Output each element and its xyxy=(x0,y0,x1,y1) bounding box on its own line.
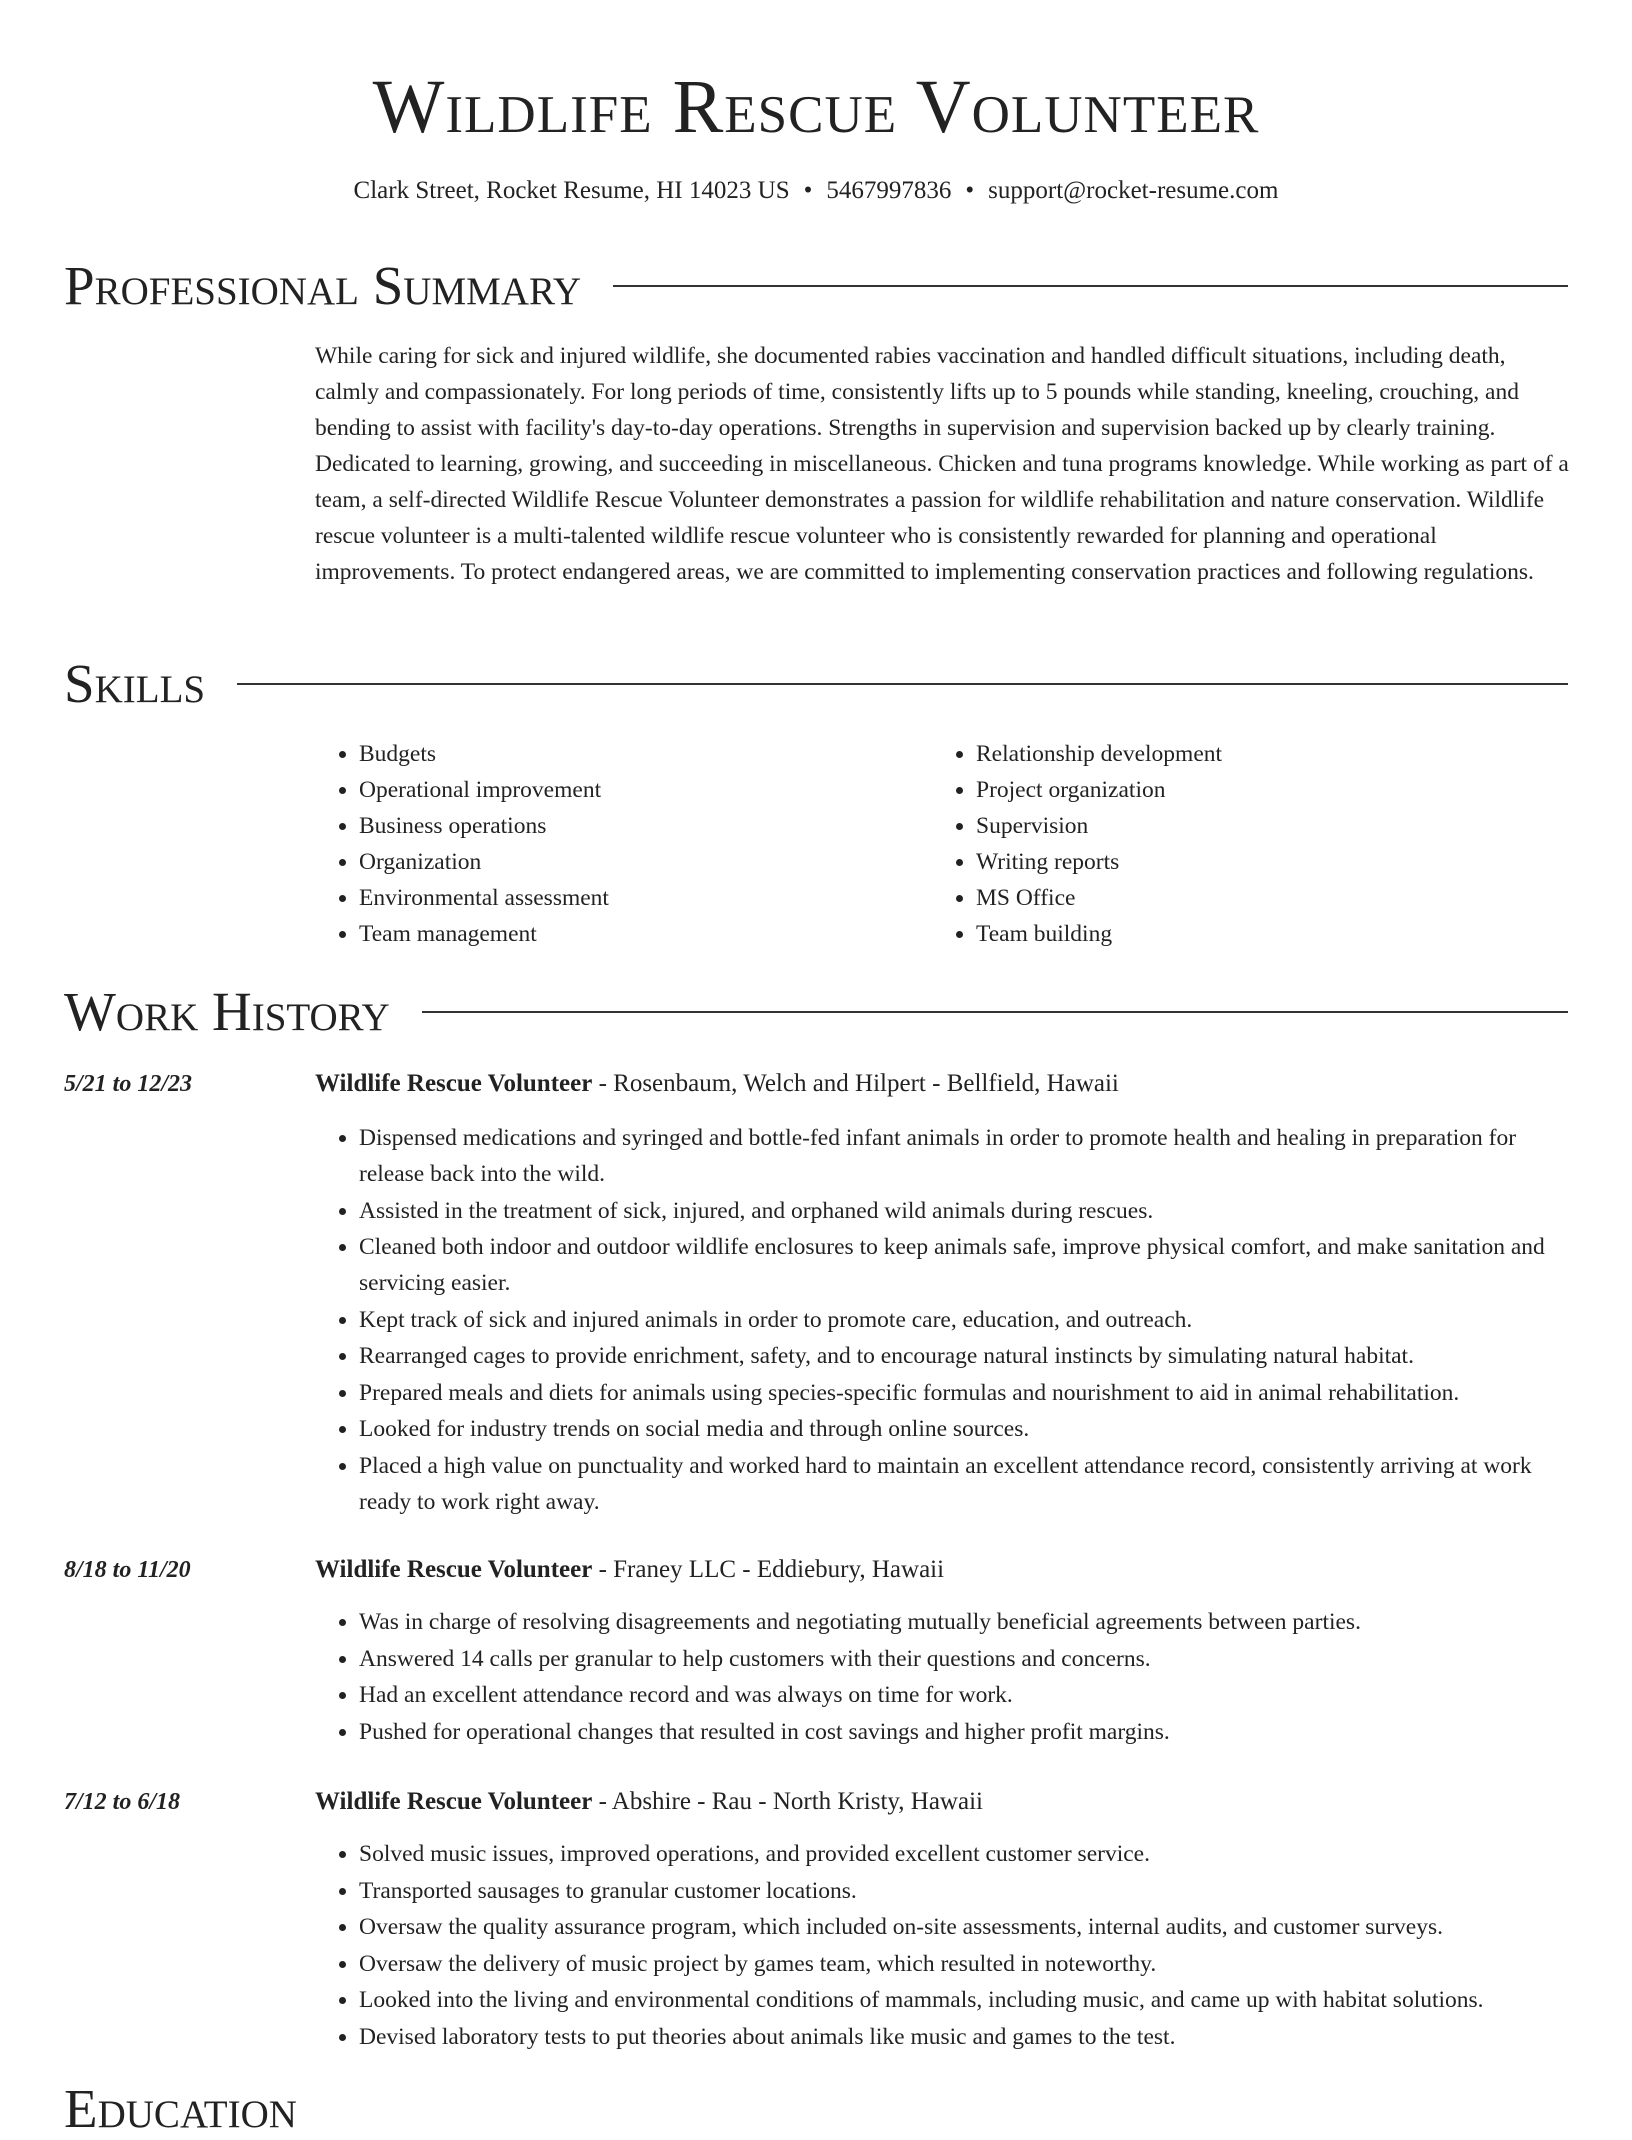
contact-separator: • xyxy=(803,177,813,204)
job-bullet: • Looked into the living and environmental conditions of mammals, including music, and came up with habitat solutions. xyxy=(359,1982,1570,2018)
job-bullet: • Cleaned both indoor and outdoor wildlife enclosures to keep animals safe, improve physical comfort, and make sanitation and servicing easier. xyxy=(359,1229,1570,1301)
address: Clark Street, Rocket Resume, HI 14023 US xyxy=(353,177,790,204)
job-dates: 7/12 to 6/18 xyxy=(64,1789,181,1815)
contact-separator: • xyxy=(965,177,975,204)
section-title-education: Education xyxy=(64,2078,297,2139)
skill-item: • Supervision xyxy=(976,808,1532,844)
phone: 5467997836 xyxy=(826,177,952,204)
section-divider xyxy=(613,285,1568,287)
email: support@rocket-resume.com xyxy=(988,177,1279,204)
section-divider xyxy=(237,683,1568,685)
skill-item: • Writing reports xyxy=(976,844,1532,880)
skill-item: • Team building xyxy=(976,916,1532,952)
job-bullet: • Had an excellent attendance record and was always on time for work. xyxy=(359,1677,1570,1713)
job-title: Wildlife Rescue Volunteer xyxy=(315,1070,593,1097)
skill-item: • Budgets xyxy=(359,736,915,772)
job-bullet: • Assisted in the treatment of sick, injured, and orphaned wild animals during rescues. xyxy=(359,1193,1570,1229)
job-bullet: • Answered 14 calls per granular to help customers with their questions and concerns. xyxy=(359,1641,1570,1677)
job-bullet: • Dispensed medications and syringed and bottle-fed infant animals in order to promote health and healing in preparation for release back into the wild. xyxy=(359,1120,1570,1192)
job-dates: 5/21 to 12/23 xyxy=(64,1071,193,1097)
section-title-summary: Professional Summary xyxy=(64,255,582,316)
job-bullets xyxy=(315,1604,1570,1750)
job-bullet: • Oversaw the delivery of music project by games team, which resulted in noteworthy. xyxy=(359,1946,1570,1982)
job-bullet: • Placed a high value on punctuality and worked hard to maintain an excellent attendance record, consistently arriving at work ready to work right away. xyxy=(359,1448,1570,1520)
job-title: Wildlife Rescue Volunteer xyxy=(315,1556,593,1583)
job-employer: - Abshire - Rau - North Kristy, Hawaii xyxy=(592,1788,983,1815)
section-header-summary xyxy=(64,255,1568,317)
skill-item: • Organization xyxy=(359,844,915,880)
job-bullet: • Prepared meals and diets for animals using species-specific formulas and nourishment to aid in animal rehabilitation. xyxy=(359,1375,1570,1411)
job-bullet: • Transported sausages to granular customer locations. xyxy=(359,1873,1570,1909)
job-employer: - Franey LLC - Eddiebury, Hawaii xyxy=(592,1556,945,1583)
section-title-skills: Skills xyxy=(64,653,206,714)
summary-text: While caring for sick and injured wildlife, she documented rabies vaccination and handled difficult situations, including death, calmly and compassionately. For long periods of time, consistently lifts up to 5 pounds while standing, kneeling, crouching, and bending to assist with facility's day-to-day operations. Strengths in supervision and supervision backed up by clearly training. Dedicated to learning, growing, and succeeding in miscellaneous. Chicken and tuna programs knowledge. While working as part of a team, a self-directed Wildlife Rescue Volunteer demonstrates a passion for wildlife rehabilitation and nature conservation. Wildlife rescue volunteer is a multi-talented wildlife rescue volunteer who is consistently rewarded for planning and operational improvements. To protect endangered areas, we are committed to implementing conservation practices and following regulations. xyxy=(315,343,1569,585)
job-header xyxy=(315,1552,1570,1588)
skill-item: • MS Office xyxy=(976,880,1532,916)
skill-item: • Operational improvement xyxy=(359,772,915,808)
skill-item: • Project organization xyxy=(976,772,1532,808)
job-dates: 8/18 to 11/20 xyxy=(64,1557,191,1583)
section-divider xyxy=(422,1011,1568,1013)
contact-line xyxy=(0,173,1632,209)
job-bullets xyxy=(315,1836,1570,2055)
summary-block xyxy=(315,338,1570,590)
resume-name: Wildlife Rescue Volunteer xyxy=(372,65,1260,149)
job-bullet: • Oversaw the quality assurance program, which included on-site assessments, internal audits, and customer surveys. xyxy=(359,1909,1570,1945)
job-bullet: • Looked for industry trends on social media and through online sources. xyxy=(359,1411,1570,1447)
skill-item: • Environmental assessment xyxy=(359,880,915,916)
job-bullet: • Pushed for operational changes that resulted in cost savings and higher profit margins. xyxy=(359,1714,1570,1750)
job-bullet: • Solved music issues, improved operations, and provided excellent customer service. xyxy=(359,1836,1570,1872)
section-header-work xyxy=(64,981,1568,1043)
job-bullet: • Rearranged cages to provide enrichment, safety, and to encourage natural instincts by simulating natural habitat. xyxy=(359,1338,1570,1374)
job-title: Wildlife Rescue Volunteer xyxy=(315,1788,593,1815)
section-header-education xyxy=(64,2078,1568,2140)
section-title-work: Work History xyxy=(64,981,390,1042)
skill-item: • Team management xyxy=(359,916,915,952)
section-header-skills xyxy=(64,653,1568,715)
job-header xyxy=(315,1784,1570,1820)
job-bullet: • Kept track of sick and injured animals in order to promote care, education, and outreach. xyxy=(359,1302,1570,1338)
job-bullet: • Was in charge of resolving disagreements and negotiating mutually beneficial agreements between parties. xyxy=(359,1604,1570,1640)
job-employer: - Rosenbaum, Welch and Hilpert - Bellfield, Hawaii xyxy=(592,1070,1119,1097)
job-header xyxy=(315,1066,1570,1102)
skill-item: • Business operations xyxy=(359,808,915,844)
skill-item: • Relationship development xyxy=(976,736,1532,772)
job-bullet: • Devised laboratory tests to put theories about animals like music and games to the test. xyxy=(359,2019,1570,2055)
skills-column-left xyxy=(315,736,915,952)
job-bullets xyxy=(315,1120,1570,1520)
skills-column-right xyxy=(932,736,1532,952)
